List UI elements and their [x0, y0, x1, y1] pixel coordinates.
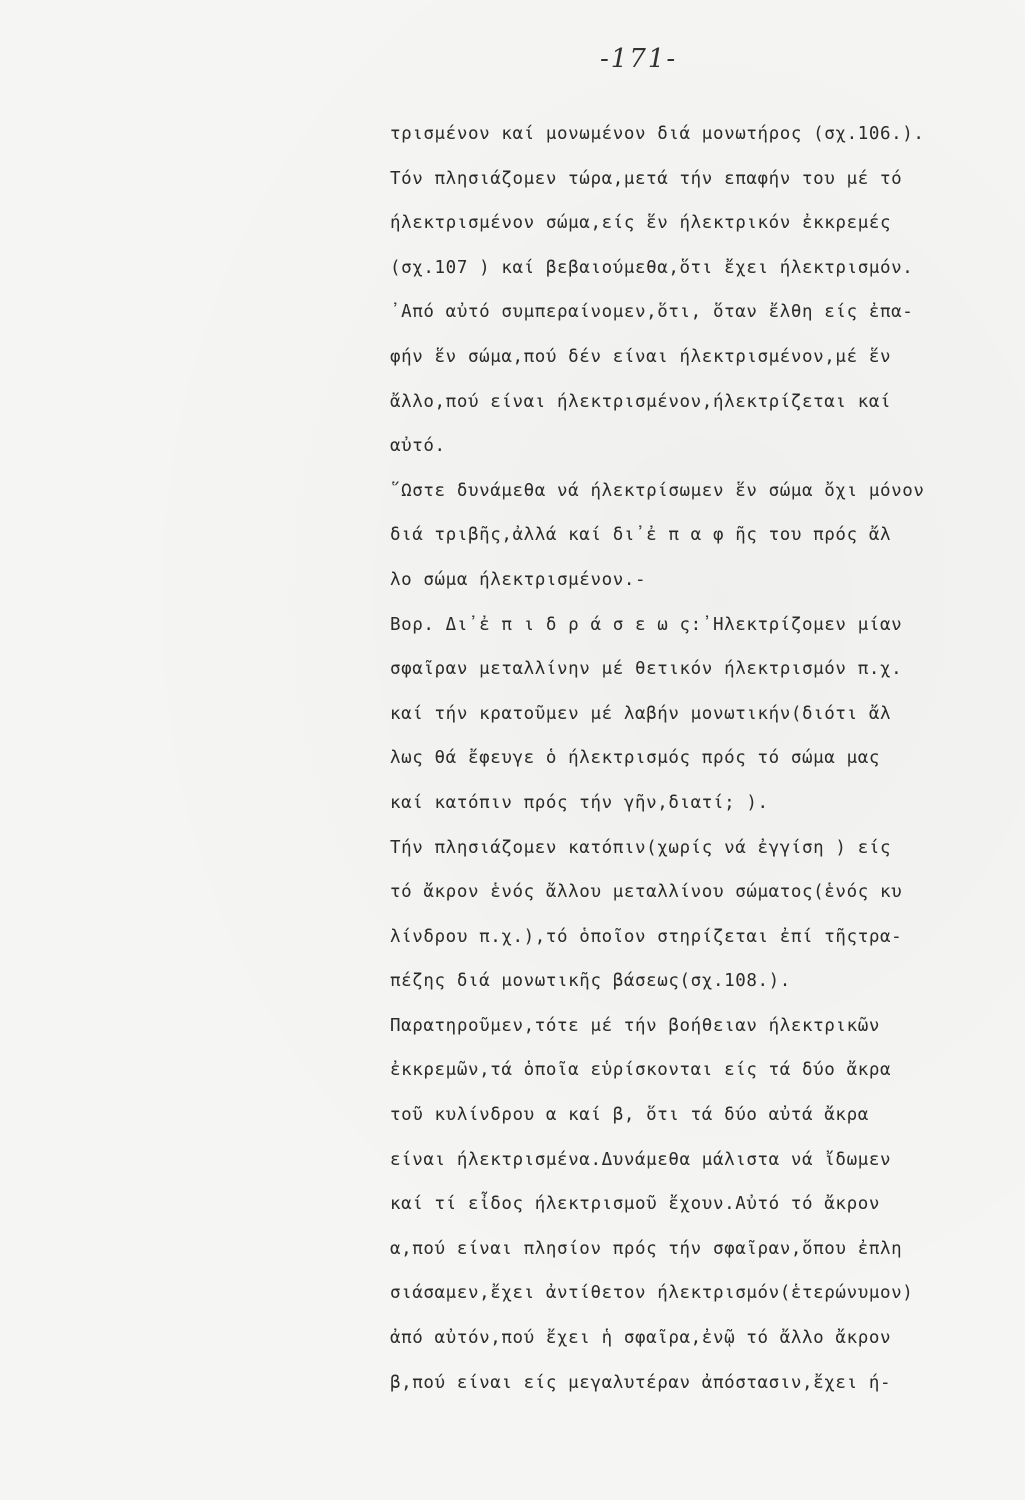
text-line: ήλεκτρισμένον σώμα,είς ἕν ήλεκτρικόν ἐκκρεμές [390, 213, 892, 234]
text-line: ἐκκρεμῶν,τά ὁποῖα εὑρίσκονται είς τά δύο ἄκρα [390, 1060, 892, 1081]
text-line: τοῦ κυλίνδρου α καί β, ὅτι τά δύο αὐτά ἄκρα [390, 1105, 869, 1126]
text-line: σφαῖραν μεταλλίνην μέ θετικόν ήλεκτρισμόν π.χ. [390, 659, 903, 680]
text-line: φήν ἕν σώμα,πού δέν είναι ήλεκτρισμένον,μέ ἕν [390, 346, 892, 367]
text-line: ῞Ωστε δυνάμεθα νά ήλεκτρίσωμεν ἕν σώμα ὄχι μόνον [390, 480, 925, 501]
page-number: -171- [600, 44, 678, 74]
text-line: β,πού είναι είς μεγαλυτέραν ἀπόστασιν,ἔχει ή- [390, 1372, 892, 1393]
text-line: πέζης διά μονωτικῆς βάσεως(σχ.108.). [390, 971, 791, 992]
text-line: σιάσαμεν,ἔχει ἀντίθετον ήλεκτρισμόν(ἑτερώνυμον) [390, 1283, 914, 1304]
text-line: Τόν πλησιάζομεν τώρα,μετά τήν επαφήν του μέ τό [390, 168, 903, 189]
text-line: καί τί εἶδος ήλεκτρισμοῦ ἔχουν.Αὐτό τό ἄκρον [390, 1194, 880, 1215]
text-line: λως θά ἔφευγε ὁ ήλεκτρισμός πρός τό σώμα μας [390, 748, 880, 769]
text-line: αὐτό. [390, 436, 446, 457]
text-line: λο σώμα ήλεκτρισμένον.- [390, 569, 647, 590]
text-line: λίνδρου π.χ.),τό ὁποῖον στηρίζεται ἐπί τῆςτρα- [390, 926, 903, 947]
text-line: τρισμένον καί μονωμένον διά μονωτήρος (σχ.106.). [390, 124, 925, 144]
text-line: Βορ. Δι᾽ἐ π ι δ ρ ά σ ε ω ς:᾽Ηλεκτρίζομεν μίαν [390, 614, 903, 635]
text-line: ἄλλο,πού είναι ήλεκτρισμένον,ήλεκτρίζεται καί [390, 391, 892, 412]
body-text [390, 112, 1020, 1405]
text-line: Τήν πλησιάζομεν κατόπιν(χωρίς νά ἐγγίση ) είς [390, 837, 892, 858]
text-line: διά τριβῆς,ἀλλά καί δι᾽ἐ π α φ ῆς του πρός ἄλ [390, 525, 892, 546]
text-line: Παρατηροῦμεν,τότε μέ τήν βοήθειαν ήλεκτρικῶν [390, 1015, 880, 1036]
text-line: ᾽Από αὐτό συμπεραίνομεν,ὅτι, ὅταν ἔλθη είς ἐπα- [390, 302, 914, 323]
text-line: καί τήν κρατοῦμεν μέ λαβήν μονωτικήν(διότι ἄλ [390, 703, 892, 724]
text-line: (σχ.107 ) καί βεβαιούμεθα,ὅτι ἔχει ήλεκτρισμόν. [390, 257, 914, 278]
text-line: τό ἄκρον ἑνός ἄλλου μεταλλίνου σώματος(ἑνός κυ [390, 882, 903, 903]
text-line: καί κατόπιν πρός τήν γῆν,διατί; ). [390, 792, 769, 813]
text-line: είναι ήλεκτρισμένα.Δυνάμεθα μάλιστα νά ἴδωμεν [390, 1149, 892, 1170]
text-line: ἀπό αὐτόν,πού ἔχει ἡ σφαῖρα,ἐνῷ τό ἄλλο ἄκρον [390, 1328, 892, 1349]
text-line: α,πού είναι πλησίον πρός τήν σφαῖραν,ὅπου ἐπλη [390, 1238, 903, 1259]
